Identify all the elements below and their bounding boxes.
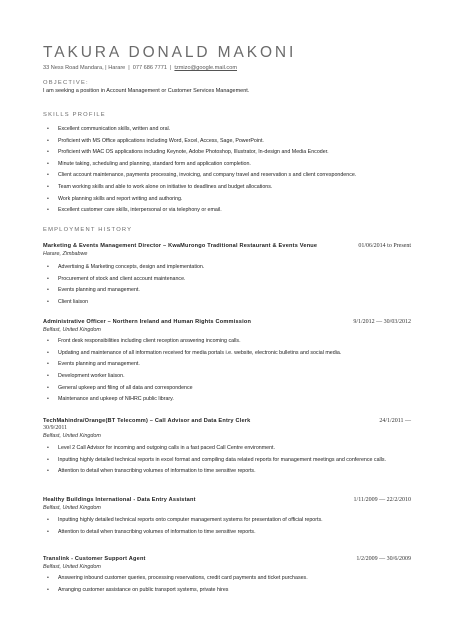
list-item: • Client liaison <box>43 298 413 306</box>
separator: | <box>169 65 172 71</box>
list-item: • General upkeep and filing of all data and correspondence <box>43 384 413 392</box>
job-date: 24/1/2011 — <box>379 418 411 424</box>
job-location: Belfast, United Kingdom <box>43 564 101 570</box>
list-item: • Attention to detail when transcribing volumes of information to time sensitive reports. <box>43 467 413 475</box>
list-item: • Client account maintenance, payments processing, invoicing, and company travel and reservation s and client correspondence. <box>43 171 413 179</box>
objective-text: I am seeking a position in Account Management or Customer Services Management. <box>43 88 250 94</box>
job-duties-list <box>43 516 413 539</box>
list-item: • Proficient with MS Office applications including Word, Excel, Access, Sage, PowerPoint. <box>43 137 413 145</box>
job-duties-list <box>43 444 413 479</box>
job-date: 1/2/2009 — 30/6/2009 <box>356 556 411 562</box>
job-title: Administrative Officer – Northern Ireland and Human Rights Commission <box>43 319 252 325</box>
list-item: • Inputting highly detailed technical reports in excel format and compiling data related reports for management meetings and conference calls. <box>43 456 413 464</box>
list-item: • Front desk responsibilities including client reception answering incoming calls. <box>43 337 413 345</box>
list-item: • Level 2 Call Advisor for incoming and outgoing calls in a fast paced Call Centre environment. <box>43 444 413 452</box>
skills-heading: SKILLS PROFILE <box>43 112 106 118</box>
job-location: Belfast, United Kingdom <box>43 433 101 439</box>
list-item: • Answering inbound customer queries, processing reservations, credit card payments and ticket purchases. <box>43 574 413 582</box>
job-duties-list <box>43 337 413 407</box>
separator: | <box>128 65 130 71</box>
job-title: TechMahindra/Orange(BT Telecomm) – Call Advisor and Data Entry Clerk <box>43 418 251 424</box>
list-item: • Procurement of stock and client account maintenance. <box>43 275 413 283</box>
job-date: 9/1/2012 — 30/03/2012 <box>353 319 411 325</box>
job-duties-list <box>43 263 413 310</box>
job-title: Marketing & Events Management Director – KwaMurongo Traditional Restaurant & Events Venue <box>43 243 318 249</box>
list-item: • Maintenance and upkeep of NIHRC public library. <box>43 395 413 403</box>
list-item: • Inputting highly detailed technical reports onto computer management systems for presentation of official reports. <box>43 516 413 524</box>
list-item: • Events planning and management. <box>43 360 413 368</box>
list-item: • Minute taking, scheduling and planning, standard form and application completion. <box>43 160 413 168</box>
employment-heading: EMPLOYMENT HISTORY <box>43 227 133 233</box>
list-item: • Arranging customer assistance on public transport systems, private hires <box>43 586 413 594</box>
contact-line <box>43 65 237 71</box>
list-item: • Attention to detail when transcribing volumes of information to time sensitive reports. <box>43 528 413 536</box>
skills-list <box>43 125 413 218</box>
job-duties-list <box>43 574 413 597</box>
job-title: Translink - Customer Support Agent <box>43 556 146 562</box>
list-item: • Events planning and management. <box>43 286 413 294</box>
job-date-continued: 30/9/2011 <box>43 425 68 431</box>
objective-heading: OBJECTIVE: <box>43 80 89 86</box>
list-item: • Updating and maintenance of all information received for media portals i.e. website, electronic bulletins and social media. <box>43 349 413 357</box>
job-location: Belfast, United Kingdom <box>43 327 101 333</box>
job-title: Healthy Buildings International - Data Entry Assistant <box>43 497 196 503</box>
list-item: • Work planning skills and report writing and authoring. <box>43 195 413 203</box>
job-date: 01/06/2014 to Present <box>358 243 411 249</box>
list-item: • Advertising & Marketing concepts, design and implementation. <box>43 263 413 271</box>
address: 33 Ness Road Mandara, | Harare <box>43 65 126 71</box>
job-location: Belfast, United Kingdom <box>43 505 101 511</box>
candidate-name: TAKURA DONALD MAKONI <box>43 44 297 61</box>
list-item: • Team working skills and able to work alone on initiative to deadlines and budget allocations. <box>43 183 413 191</box>
phone: 077 686 7771 <box>132 65 167 71</box>
job-date: 1/11/2009 — 22/2/2010 <box>353 497 411 503</box>
list-item: • Development worker liaison. <box>43 372 413 380</box>
email-link[interactable]: tzmizo@google.mail.com <box>174 65 237 71</box>
list-item: • Excellent communication skills, written and oral. <box>43 125 413 133</box>
list-item: • Excellent customer care skills, interpersonal or via telephony or email. <box>43 206 413 214</box>
list-item: • Proficient with MAC OS applications including Keynote, Adobe Photoshop, Illustrator, In-design and Media Encoder. <box>43 148 413 156</box>
job-location: Harare, Zimbabwe <box>43 251 88 257</box>
